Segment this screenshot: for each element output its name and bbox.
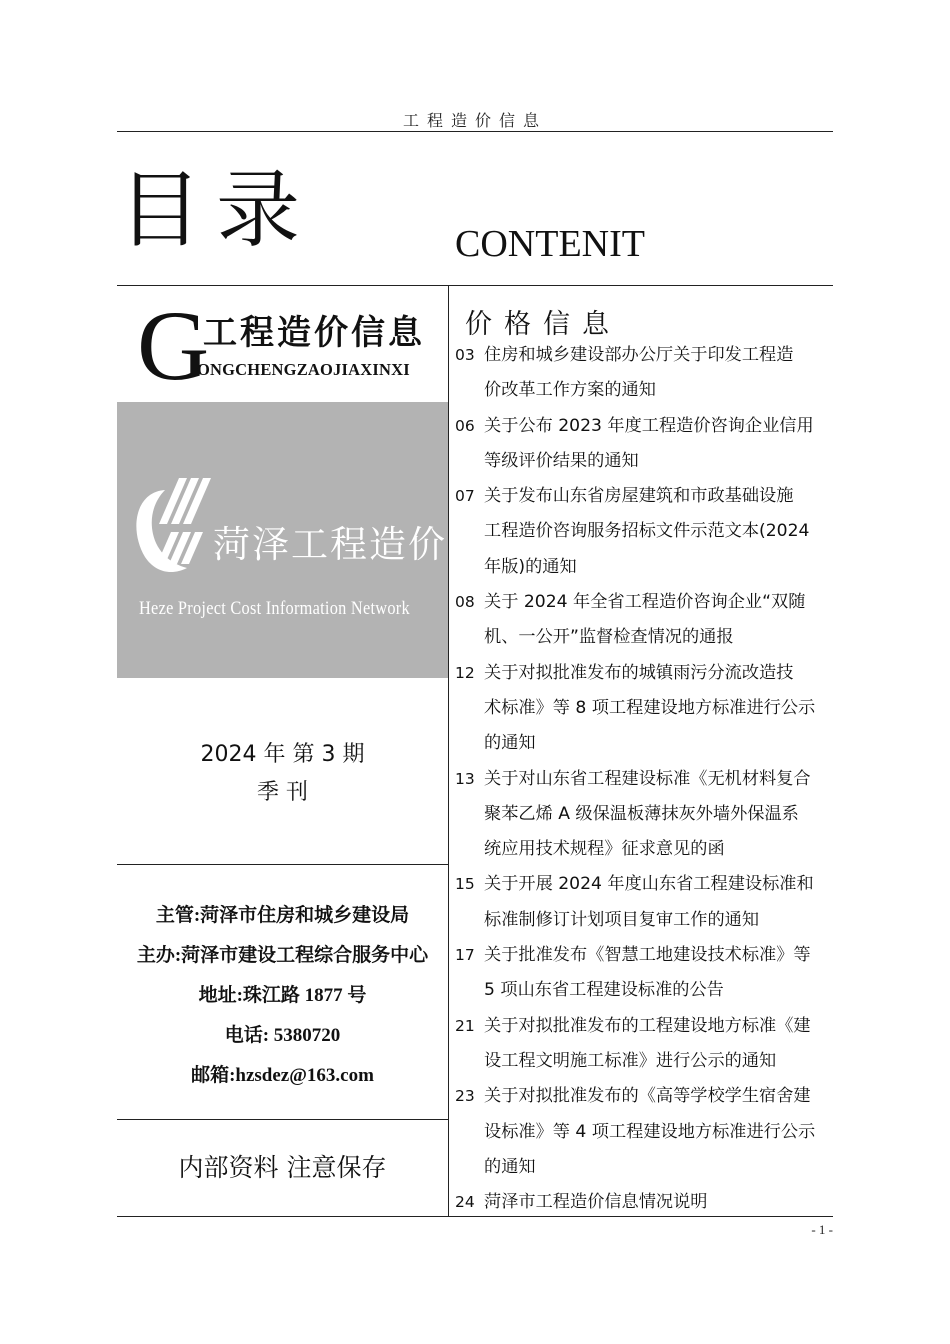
toc-item-title-line: 关于对拟批准发布的工程建设地方标准《建 (484, 1015, 811, 1036)
toc-item-title-line: 术标准》等 8 项工程建设地方标准进行公示 (484, 697, 816, 718)
toc-item-title (484, 938, 845, 1009)
issue-rule (117, 864, 448, 865)
toc-item (455, 762, 845, 868)
toc-item-title (484, 409, 845, 480)
issue-number: 2024 年 第 3 期 (200, 742, 365, 767)
toc-item-title-line: 关于开展 2024 年度山东省工程建设标准和 (484, 874, 814, 895)
toc-item-title-line: 关于对山东省工程建设标准《无机材料复合 (484, 768, 811, 789)
toc-item-title-line: 机、一公开”监督检查情况的通报 (484, 627, 734, 648)
toc-item-page: 17 (455, 946, 475, 965)
publisher-sponsor: 主办:菏泽市建设工程综合服务中心 (136, 945, 429, 966)
toc-item-title-line: 设工程文明施工标准》进行公示的通知 (484, 1050, 777, 1071)
toc-item-title-line: 关于对拟批准发布的城镇雨污分流改造技 (484, 662, 794, 683)
toc-item (455, 338, 845, 409)
column-divider (448, 285, 449, 1217)
masthead-name-cn: 工程造价信息 (203, 313, 425, 353)
header-rule (117, 131, 833, 132)
banner-name-cn: 菏泽工程造价 (213, 523, 447, 566)
toc-item-title-line: 标准制修订计划项目复审工作的通知 (484, 909, 760, 930)
toc-item-page: 24 (455, 1193, 475, 1212)
toc-item (455, 585, 845, 656)
toc-item-page: 08 (455, 593, 475, 612)
page-number: - 1 - (811, 1222, 833, 1237)
internal-notice: 内部资料 注意保存 (178, 1153, 387, 1182)
toc-item-title-line: 等级评价结果的通知 (484, 450, 639, 471)
toc-item-title (484, 585, 845, 656)
heze-banner (117, 402, 448, 678)
issue-frequency: 季 刊 (257, 780, 308, 805)
toc-item-page: 06 (455, 416, 475, 435)
toc-heading: 价格信息 (465, 309, 621, 340)
toc-item-title-line: 5 项山东省工程建设标准的公告 (484, 980, 724, 1001)
toc-item (455, 1079, 845, 1185)
publisher-phone: 电话: 5380720 (224, 1025, 341, 1046)
toc-item-title-line: 设标准》等 4 项工程建设地方标准进行公示 (484, 1121, 816, 1142)
toc-item-title-line: 关于发布山东省房屋建筑和市政基础设施 (484, 486, 794, 507)
toc-item (455, 867, 845, 938)
toc-item-page: 03 (455, 346, 475, 364)
publisher-email: 邮箱:hzsdez@163.com (191, 1065, 374, 1086)
toc-item-title (484, 656, 845, 762)
masthead-initial: G (137, 290, 210, 401)
toc-item (455, 656, 845, 762)
running-header: 工程造价信息 (402, 111, 547, 130)
toc-list (455, 338, 845, 1220)
banner-name-en: Heze Project Cost Information Network (139, 598, 410, 619)
toc-item-page: 15 (455, 875, 475, 894)
toc-item-title-line: 关于 2024 年全省工程造价咨询企业“双随 (484, 592, 806, 613)
toc-item-title (484, 867, 845, 938)
toc-item-title-line: 的通知 (484, 1156, 536, 1177)
toc-item-title-line: 的通知 (484, 733, 536, 754)
masthead-name-pinyin: ONGCHENGZAOJIAXINXI (197, 360, 410, 379)
toc-item-title-line: 统应用技术规程》征求意见的函 (484, 839, 725, 860)
contents-title-cn: 目录 (118, 161, 315, 259)
heze-cost-logo-icon (127, 472, 227, 582)
toc-item-title (484, 479, 845, 585)
title-rule (117, 285, 833, 286)
toc-item-title (484, 338, 845, 409)
toc-item-title-line: 关于批准发布《智慧工地建设技术标准》等 (484, 945, 811, 966)
toc-item (455, 409, 845, 480)
toc-item-page: 07 (455, 487, 475, 506)
toc-item-title-line: 菏泽市工程造价信息情况说明 (484, 1192, 708, 1213)
toc-item-title (484, 1079, 845, 1185)
toc-item-page: 13 (455, 769, 475, 788)
toc-item-title-line: 关于公布 2023 年度工程造价咨询企业信用 (484, 415, 814, 436)
toc-item-page: 12 (455, 663, 475, 682)
toc-item-title (484, 762, 845, 868)
footer-rule (117, 1216, 833, 1217)
publisher-supervisor: 主管:菏泽市住房和城乡建设局 (155, 905, 410, 926)
toc-item-title-line: 工程造价咨询服务招标文件示范文本(2024 (484, 521, 810, 542)
toc-item (455, 1009, 845, 1080)
toc-item-page: 23 (455, 1087, 475, 1106)
publisher-rule (117, 1119, 448, 1120)
toc-item-title (484, 1009, 845, 1080)
toc-item (455, 479, 845, 585)
toc-item-page: 21 (455, 1016, 475, 1035)
publisher-address: 地址:珠江路 1877 号 (198, 985, 367, 1006)
toc-item-title-line: 住房和城乡建设部办公厅关于印发工程造 (484, 345, 794, 365)
toc-item-title-line: 关于对拟批准发布的《高等学校学生宿舍建 (484, 1086, 811, 1107)
toc-item-title-line: 价改革工作方案的通知 (484, 380, 656, 401)
toc-item-title-line: 聚苯乙烯 A 级保温板薄抹灰外墙外保温系 (484, 803, 799, 824)
toc-item-title-line: 年版)的通知 (484, 556, 577, 577)
contents-title-en: CONTENIT (455, 223, 645, 265)
toc-item (455, 938, 845, 1009)
